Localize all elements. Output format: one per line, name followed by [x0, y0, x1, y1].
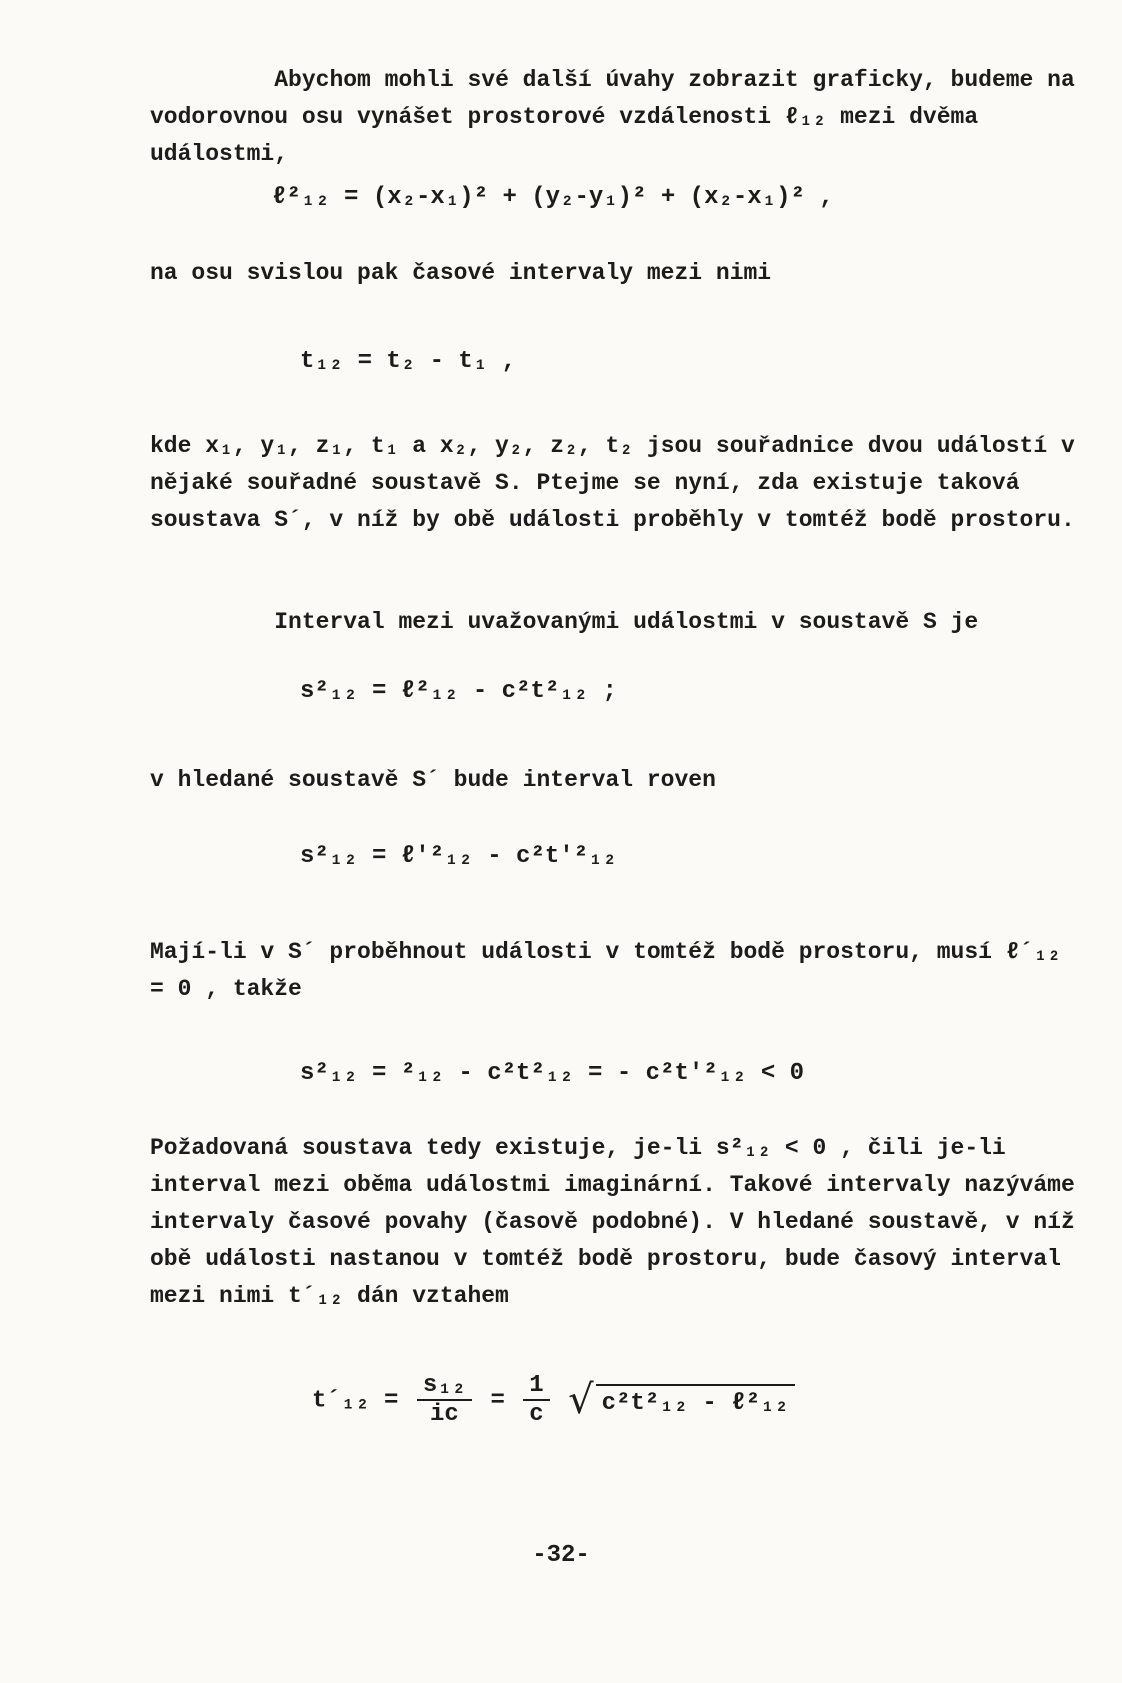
equals-sign: =: [490, 1387, 505, 1415]
paragraph-timelike: Požadovaná soustava tedy existuje, je-li s²₁₂ < 0 , čili je-li interval mezi oběma událostmi imaginární. Takové intervaly nazýváme intervaly časové povahy (časově podobné). V hledané soustavě, v níž obě události nastanou v tomtéž bodě prostoru, bude časový interval mezi nimi t´₁₂ dán vztahem: [150, 1135, 1089, 1309]
fraction-one-over-c: [523, 1372, 549, 1428]
equation-distance: ℓ²₁₂ = (x₂-x₁)² + (y₂-y₁)² + (x₂-x₁)² ,: [272, 184, 834, 211]
proper-time-lhs: t´₁₂ =: [312, 1387, 399, 1415]
paragraph-intro: Abychom mohli své další úvahy zobrazit graficky, budeme na vodorovnou osu vynášet prostorové vzdálenosti ℓ₁₂ mezi dvěma událostmi,: [150, 67, 1089, 167]
radicand: c²t²₁₂ - ℓ²₁₂: [596, 1384, 795, 1417]
equation-interval-s: s²₁₂ = ℓ²₁₂ - c²t²₁₂ ;: [300, 678, 617, 705]
page-number: -32-: [532, 1542, 590, 1569]
equation-time-interval: t₁₂ = t₂ - t₁ ,: [300, 348, 517, 375]
fraction-denominator: ic: [430, 1401, 459, 1428]
fraction-denominator: c: [529, 1401, 544, 1428]
square-root-icon: √: [568, 1377, 594, 1423]
paragraph-interval-s-prime: v hledané soustavě S´ bude interval roven: [150, 767, 716, 793]
equation-interval-s-prime: s²₁₂ = ℓ'²₁₂ - c²t'²₁₂: [300, 843, 617, 870]
fraction-numerator: s₁₂: [417, 1372, 472, 1401]
fraction-numerator: 1: [523, 1372, 549, 1401]
equation-imaginary: s²₁₂ = ²₁₂ - c²t²₁₂ = - c²t'²₁₂ < 0: [300, 1060, 805, 1087]
paragraph-coordinates: kde x₁, y₁, z₁, t₁ a x₂, y₂, z₂, t₂ jsou souřadnice dvou událostí v nějaké souřadné soustavě S. Ptejme se nyní, zda existuje taková soustava S´, v níž by obě události proběhly v tomtéž bodě prostoru.: [150, 433, 1089, 533]
equation-proper-time: [312, 1372, 795, 1428]
paragraph-interval-s: Interval mezi uvažovanými událostmi v soustavě S je: [150, 609, 979, 635]
paragraph-time-axis: na osu svislou pak časové intervaly mezi nimi: [150, 260, 772, 286]
paragraph-same-point: Mají-li v S´ proběhnout události v tomtéž bodě prostoru, musí ℓ´₁₂ = 0 , takže: [150, 939, 1075, 1002]
fraction-s-over-ic: [417, 1372, 472, 1428]
